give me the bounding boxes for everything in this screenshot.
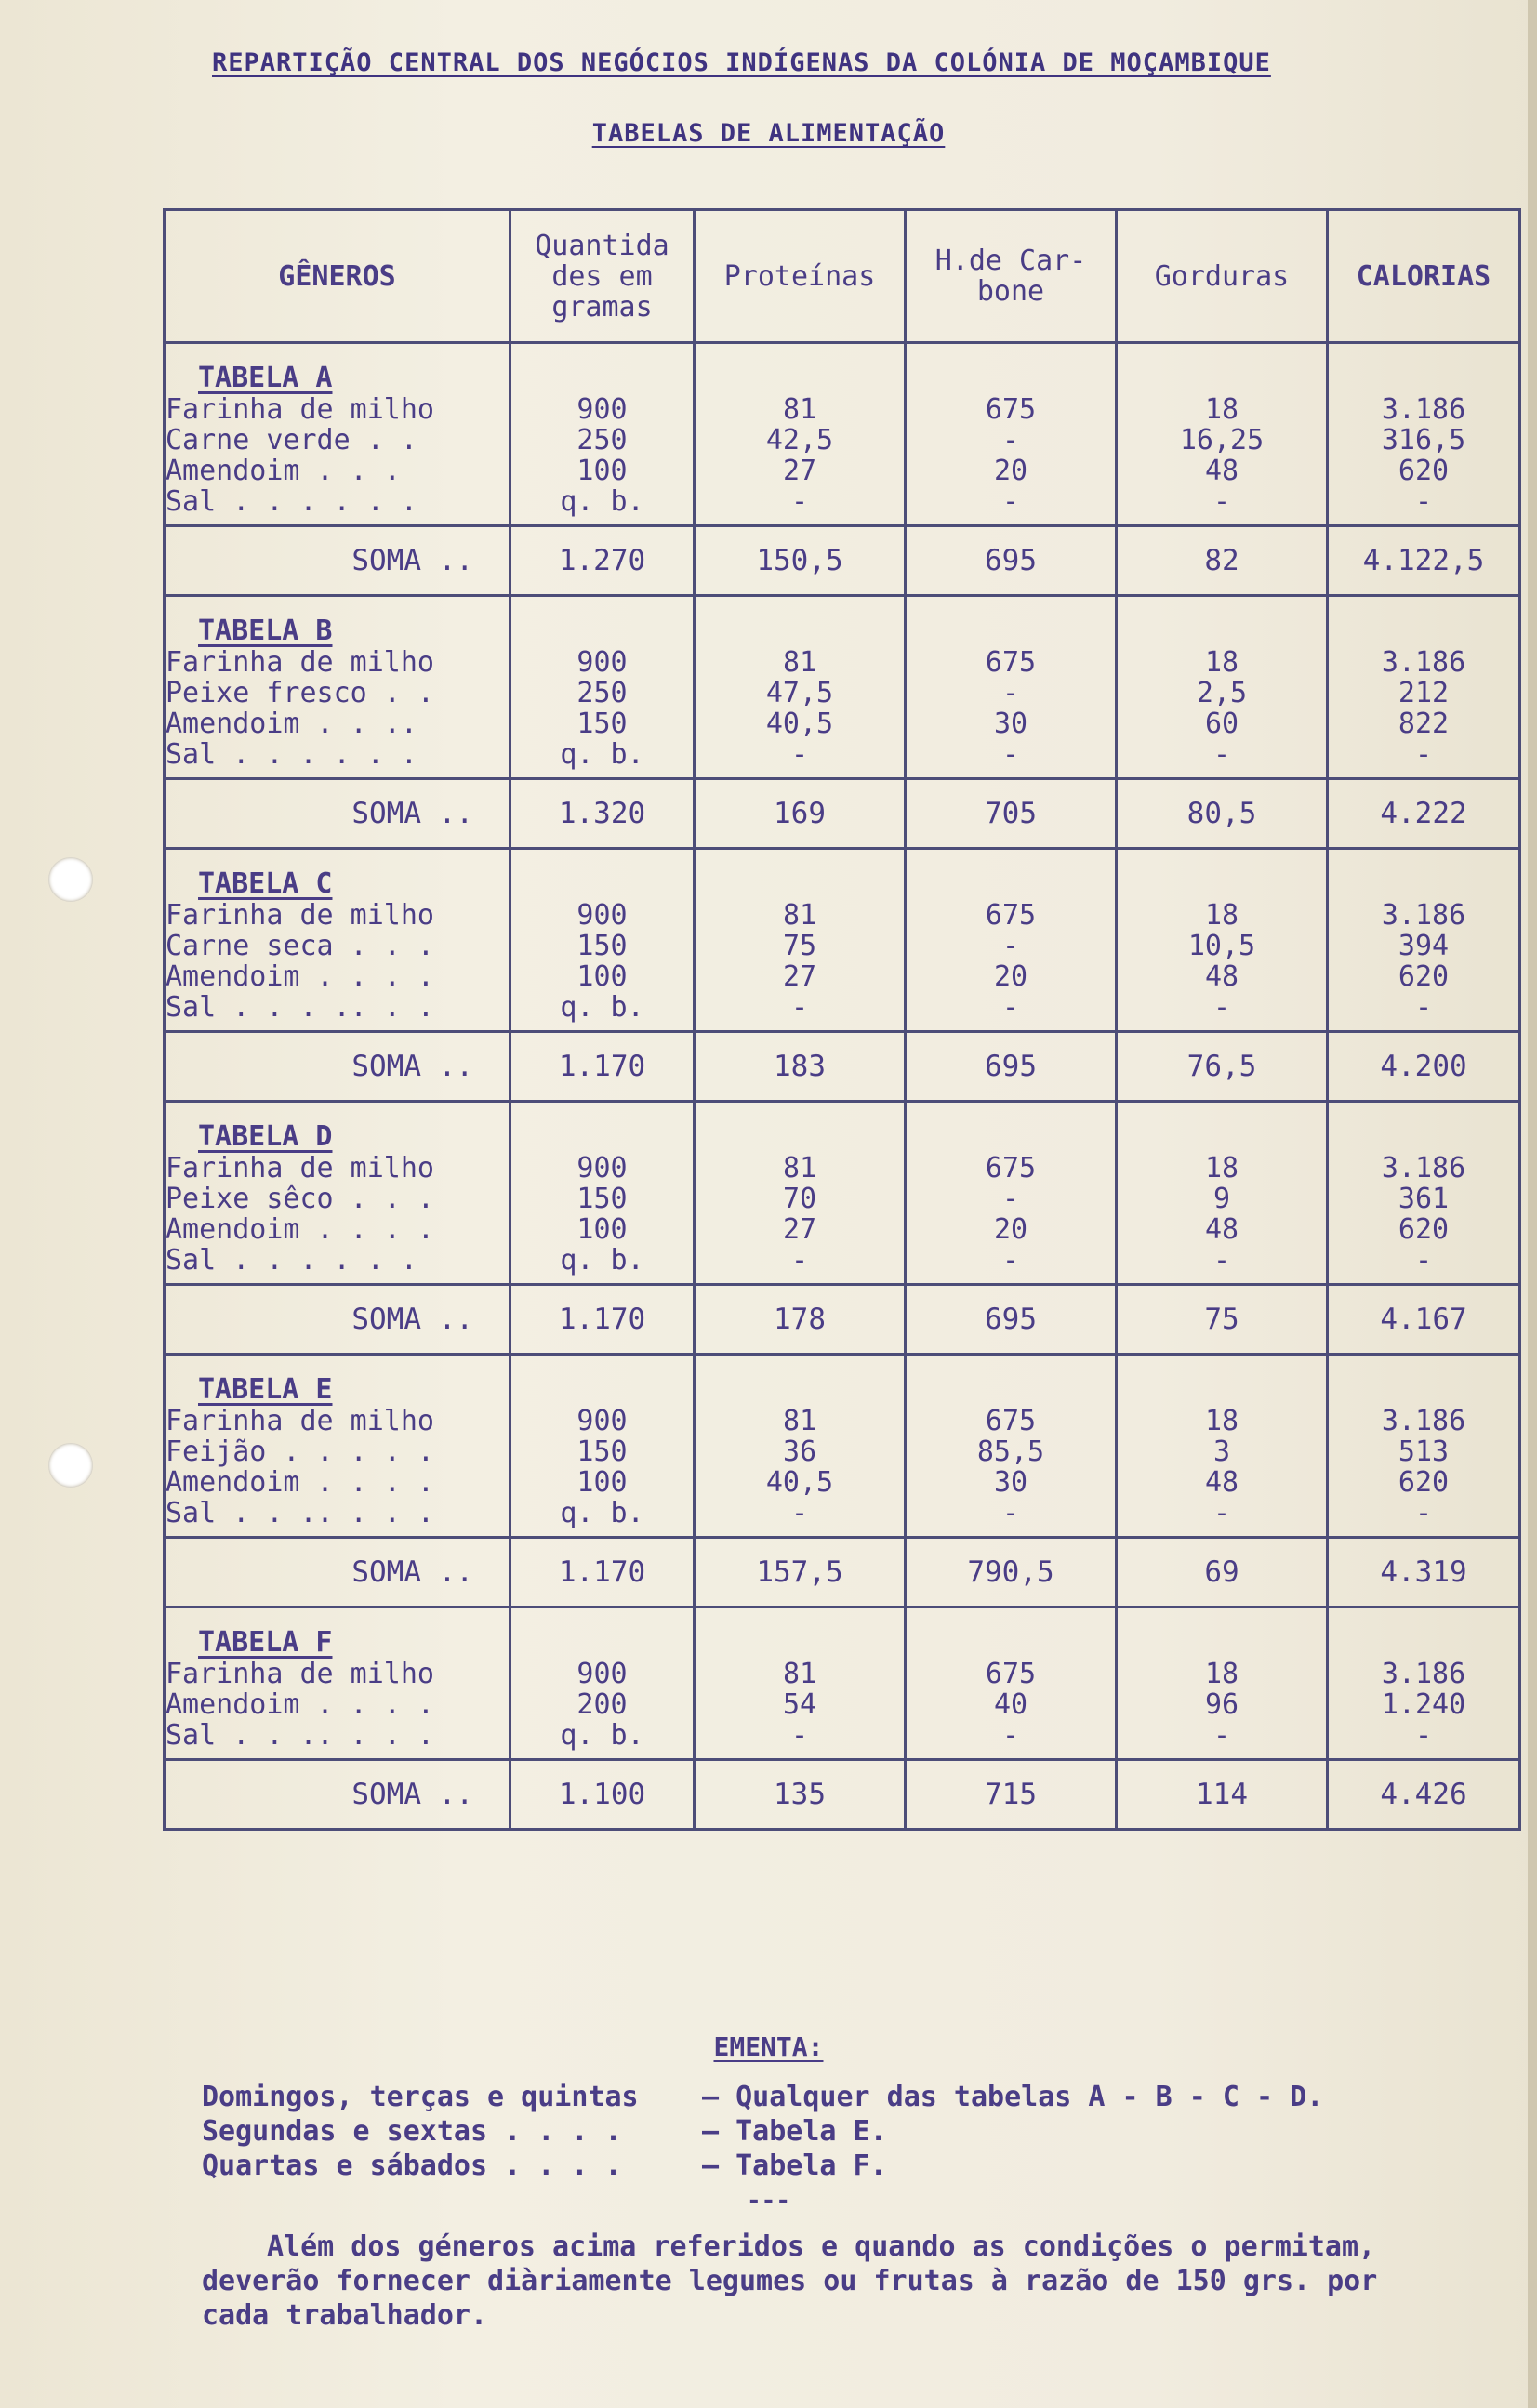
quantidade-value: 900: [576, 1152, 628, 1184]
food-item-name: Sal . . . . . .: [166, 485, 417, 518]
soma-gorduras: 114: [1117, 1760, 1328, 1830]
header-quantidades: Quantida des em gramas: [510, 210, 695, 343]
gorduras-value: 18: [1204, 1658, 1239, 1690]
carbono-value: -: [1001, 1719, 1020, 1752]
quantidade-value: 100: [576, 1466, 628, 1499]
quantidade-value: 150: [576, 930, 628, 962]
proteinas-value: 81: [782, 393, 817, 426]
table-section-items: [165, 1102, 1520, 1285]
quantidade-value: 100: [576, 455, 628, 487]
soma-gorduras: 75: [1117, 1285, 1328, 1355]
calorias-value: 3.186: [1381, 393, 1466, 426]
soma-calorias: 4.222: [1328, 779, 1520, 849]
gorduras-value: 2,5: [1196, 677, 1248, 709]
proteinas-value: -: [790, 738, 809, 771]
proteinas-value: 40,5: [765, 708, 834, 740]
food-item-name: Farinha de milho: [166, 393, 434, 426]
gorduras-value: -: [1212, 485, 1231, 518]
carbono-value: 40: [993, 1688, 1028, 1721]
document-subtitle: TABELAS DE ALIMENTAÇÃO: [591, 119, 946, 148]
gorduras-value: 48: [1204, 1466, 1239, 1499]
proteinas-value: 42,5: [765, 424, 834, 456]
soma-calorias: 4.200: [1328, 1032, 1520, 1102]
proteinas-cell: [695, 1102, 906, 1285]
calorias-value: -: [1414, 991, 1433, 1024]
proteinas-value: 36: [782, 1436, 817, 1468]
quantidade-value: 150: [576, 1183, 628, 1215]
proteinas-value: -: [790, 485, 809, 518]
carbono-value: 675: [985, 646, 1037, 679]
gorduras-value: 18: [1204, 646, 1239, 679]
quantidade-cell: [510, 1102, 695, 1285]
table-section-title: TABELA F: [198, 1626, 333, 1659]
carbono-cell: [906, 1102, 1117, 1285]
food-item-name: Sal . . . . . .: [166, 738, 417, 771]
soma-carbono: 790,5: [906, 1538, 1117, 1608]
gorduras-value: -: [1212, 1244, 1231, 1277]
gorduras-value: 3: [1212, 1436, 1231, 1468]
carbono-cell: [906, 596, 1117, 779]
carbono-value: 675: [985, 1152, 1037, 1184]
calorias-value: 620: [1398, 1213, 1450, 1246]
soma-quantidade: 1.320: [510, 779, 695, 849]
carbono-value: -: [1001, 485, 1020, 518]
soma-carbono: 705: [906, 779, 1117, 849]
gorduras-value: 48: [1204, 455, 1239, 487]
calorias-value: -: [1414, 1719, 1433, 1752]
carbono-value: 675: [985, 1658, 1037, 1690]
gorduras-cell: [1117, 849, 1328, 1032]
soma-carbono: 695: [906, 526, 1117, 596]
soma-row: [165, 526, 1520, 596]
soma-label: SOMA ..: [165, 1760, 510, 1830]
table-section-title: TABELA E: [198, 1373, 333, 1406]
carbono-cell: [906, 1608, 1117, 1760]
carbono-value: -: [1001, 1497, 1020, 1529]
gorduras-value: 48: [1204, 960, 1239, 993]
calorias-value: 394: [1398, 930, 1450, 962]
soma-carbono: 695: [906, 1285, 1117, 1355]
carbono-value: 675: [985, 899, 1037, 932]
food-item-name: Farinha de milho: [166, 646, 434, 679]
soma-quantidade: 1.270: [510, 526, 695, 596]
food-item-name: Farinha de milho: [166, 1152, 434, 1184]
separator: ---: [747, 2187, 790, 2215]
calorias-value: 212: [1398, 677, 1450, 709]
soma-quantidade: 1.170: [510, 1032, 695, 1102]
soma-quantidade: 1.100: [510, 1760, 695, 1830]
generos-cell: [165, 343, 510, 526]
food-item-name: Amendoim . . . .: [166, 1213, 434, 1246]
soma-calorias: 4.319: [1328, 1538, 1520, 1608]
calorias-value: 620: [1398, 455, 1450, 487]
food-item-name: Sal . . .. . . .: [166, 1497, 434, 1529]
ementa-list: [202, 2080, 1323, 2183]
calorias-cell: [1328, 1102, 1520, 1285]
soma-proteinas: 169: [695, 779, 906, 849]
soma-quantidade: 1.170: [510, 1285, 695, 1355]
calorias-cell: [1328, 1608, 1520, 1760]
gorduras-value: 60: [1204, 708, 1239, 740]
food-item-name: Carne seca . . .: [166, 930, 434, 962]
quantidade-cell: [510, 596, 695, 779]
punch-hole-bottom: [48, 1443, 93, 1488]
soma-row: [165, 1760, 1520, 1830]
calorias-value: 316,5: [1381, 424, 1466, 456]
proteinas-value: 40,5: [765, 1466, 834, 1499]
proteinas-value: -: [790, 1244, 809, 1277]
proteinas-value: 54: [782, 1688, 817, 1721]
table-section-items: [165, 1355, 1520, 1538]
gorduras-value: -: [1212, 1719, 1231, 1752]
food-item-name: Peixe sêco . . .: [166, 1183, 434, 1215]
proteinas-value: 81: [782, 1152, 817, 1184]
gorduras-value: -: [1212, 991, 1231, 1024]
calorias-value: -: [1414, 1244, 1433, 1277]
gorduras-value: -: [1212, 1497, 1231, 1529]
header-proteinas: Proteínas: [695, 210, 906, 343]
carbono-value: -: [1001, 424, 1020, 456]
quantidade-value: 900: [576, 1658, 628, 1690]
gorduras-value: 18: [1204, 1405, 1239, 1437]
proteinas-value: -: [790, 1497, 809, 1529]
soma-gorduras: 82: [1117, 526, 1328, 596]
soma-carbono: 715: [906, 1760, 1117, 1830]
calorias-cell: [1328, 849, 1520, 1032]
ementa-title: EMENTA:: [713, 2031, 824, 2062]
gorduras-value: 9: [1212, 1183, 1231, 1215]
soma-gorduras: 69: [1117, 1538, 1328, 1608]
soma-label: SOMA ..: [165, 1285, 510, 1355]
calorias-value: -: [1414, 1497, 1433, 1529]
carbono-value: -: [1001, 930, 1020, 962]
proteinas-value: 81: [782, 646, 817, 679]
table-section-title: TABELA C: [198, 867, 333, 900]
calorias-value: 1.240: [1381, 1688, 1466, 1721]
table-section-title: TABELA A: [198, 362, 333, 394]
header-generos: GÊNEROS: [165, 210, 510, 343]
food-item-name: Sal . . . . . .: [166, 1244, 417, 1277]
carbono-value: 85,5: [976, 1436, 1045, 1468]
soma-quantidade: 1.170: [510, 1538, 695, 1608]
food-item-name: Sal . . . .. . .: [166, 991, 434, 1024]
quantidade-value: q. b.: [560, 991, 644, 1024]
table-body: [165, 343, 1520, 1830]
soma-proteinas: 135: [695, 1760, 906, 1830]
quantidade-value: 100: [576, 960, 628, 993]
carbono-cell: [906, 343, 1117, 526]
food-item-name: Amendoim . . . .: [166, 1466, 434, 1499]
carbono-value: 675: [985, 1405, 1037, 1437]
gorduras-cell: [1117, 343, 1328, 526]
calorias-value: 3.186: [1381, 1658, 1466, 1690]
table-section-items: [165, 1608, 1520, 1760]
generos-cell: [165, 1102, 510, 1285]
soma-row: [165, 1032, 1520, 1102]
gorduras-value: 48: [1204, 1213, 1239, 1246]
calorias-value: 620: [1398, 1466, 1450, 1499]
soma-row: [165, 1538, 1520, 1608]
ementa-row: Segundas e sextas . . . . — Tabela E.: [202, 2115, 887, 2148]
carbono-cell: [906, 849, 1117, 1032]
proteinas-cell: [695, 849, 906, 1032]
food-tables: [163, 208, 1521, 1831]
header-carbono: H.de Car- bone: [906, 210, 1117, 343]
calorias-cell: [1328, 1355, 1520, 1538]
proteinas-value: 75: [782, 930, 817, 962]
calorias-value: 3.186: [1381, 899, 1466, 932]
gorduras-value: 18: [1204, 393, 1239, 426]
generos-cell: [165, 1355, 510, 1538]
soma-proteinas: 150,5: [695, 526, 906, 596]
calorias-value: 822: [1398, 708, 1450, 740]
proteinas-cell: [695, 343, 906, 526]
soma-proteinas: 157,5: [695, 1538, 906, 1608]
soma-proteinas: 183: [695, 1032, 906, 1102]
food-item-name: Amendoim . . . .: [166, 960, 434, 993]
soma-calorias: 4.122,5: [1328, 526, 1520, 596]
proteinas-value: 27: [782, 1213, 817, 1246]
proteinas-cell: [695, 596, 906, 779]
proteinas-value: 27: [782, 455, 817, 487]
carbono-value: 30: [993, 708, 1028, 740]
quantidade-value: q. b.: [560, 738, 644, 771]
gorduras-cell: [1117, 1608, 1328, 1760]
carbono-value: -: [1001, 677, 1020, 709]
calorias-value: 3.186: [1381, 1152, 1466, 1184]
quantidade-value: 150: [576, 708, 628, 740]
food-item-name: Amendoim . . .: [166, 455, 401, 487]
gorduras-value: 18: [1204, 1152, 1239, 1184]
header-row: [165, 210, 1520, 343]
quantidade-value: 900: [576, 646, 628, 679]
soma-carbono: 695: [906, 1032, 1117, 1102]
quantidade-value: 900: [576, 1405, 628, 1437]
food-item-name: Farinha de milho: [166, 1405, 434, 1437]
carbono-value: 675: [985, 393, 1037, 426]
quantidade-value: q. b.: [560, 1244, 644, 1277]
calorias-value: 513: [1398, 1436, 1450, 1468]
carbono-value: 20: [993, 455, 1028, 487]
soma-label: SOMA ..: [165, 779, 510, 849]
quantidade-value: 150: [576, 1436, 628, 1468]
soma-row: [165, 779, 1520, 849]
ementa-row: Quartas e sábados . . . . — Tabela F.: [202, 2150, 887, 2182]
quantidade-value: 900: [576, 899, 628, 932]
proteinas-value: 81: [782, 1405, 817, 1437]
soma-gorduras: 76,5: [1117, 1032, 1328, 1102]
table-section-items: [165, 596, 1520, 779]
soma-gorduras: 80,5: [1117, 779, 1328, 849]
food-item-name: Feijão . . . . .: [166, 1436, 434, 1468]
carbono-value: 20: [993, 960, 1028, 993]
calorias-value: -: [1414, 485, 1433, 518]
gorduras-value: 96: [1204, 1688, 1239, 1721]
calorias-value: -: [1414, 738, 1433, 771]
ementa-row: Domingos, terças e quintas — Qualquer das tabelas A - B - C - D.: [202, 2081, 1324, 2113]
soma-row: [165, 1285, 1520, 1355]
generos-cell: [165, 1608, 510, 1760]
carbono-value: -: [1001, 991, 1020, 1024]
carbono-value: -: [1001, 1244, 1020, 1277]
gorduras-cell: [1117, 1355, 1328, 1538]
header-gorduras: Gorduras: [1117, 210, 1328, 343]
soma-proteinas: 178: [695, 1285, 906, 1355]
food-item-name: Peixe fresco . .: [166, 677, 434, 709]
quantidade-cell: [510, 343, 695, 526]
calorias-cell: [1328, 596, 1520, 779]
soma-label: SOMA ..: [165, 1538, 510, 1608]
punch-hole-top: [48, 857, 93, 902]
soma-calorias: 4.426: [1328, 1760, 1520, 1830]
quantidade-value: 100: [576, 1213, 628, 1246]
table-section-items: [165, 849, 1520, 1032]
proteinas-value: -: [790, 1719, 809, 1752]
quantidade-cell: [510, 1608, 695, 1760]
calorias-value: 361: [1398, 1183, 1450, 1215]
proteinas-value: -: [790, 991, 809, 1024]
gorduras-value: 18: [1204, 899, 1239, 932]
carbono-value: -: [1001, 1183, 1020, 1215]
calorias-value: 3.186: [1381, 1405, 1466, 1437]
food-item-name: Farinha de milho: [166, 1658, 434, 1690]
table-section-title: TABELA D: [198, 1120, 333, 1153]
soma-calorias: 4.167: [1328, 1285, 1520, 1355]
header-calorias: CALORIAS: [1328, 210, 1520, 343]
quantidade-cell: [510, 849, 695, 1032]
quantidade-value: 250: [576, 424, 628, 456]
proteinas-cell: [695, 1355, 906, 1538]
carbono-value: 30: [993, 1466, 1028, 1499]
food-item-name: Amendoim . . ..: [166, 708, 417, 740]
table-section-items: [165, 343, 1520, 526]
food-item-name: Sal . . .. . . .: [166, 1719, 434, 1752]
quantidade-cell: [510, 1355, 695, 1538]
generos-cell: [165, 849, 510, 1032]
carbono-cell: [906, 1355, 1117, 1538]
proteinas-value: 27: [782, 960, 817, 993]
calorias-cell: [1328, 343, 1520, 526]
gorduras-cell: [1117, 596, 1328, 779]
quantidade-value: q. b.: [560, 1497, 644, 1529]
gorduras-cell: [1117, 1102, 1328, 1285]
table-section-title: TABELA B: [198, 615, 333, 647]
proteinas-value: 70: [782, 1183, 817, 1215]
quantidade-value: q. b.: [560, 1719, 644, 1752]
food-item-name: Farinha de milho: [166, 899, 434, 932]
gorduras-value: 10,5: [1187, 930, 1256, 962]
soma-label: SOMA ..: [165, 526, 510, 596]
quantidade-value: q. b.: [560, 485, 644, 518]
quantidade-value: 200: [576, 1688, 628, 1721]
proteinas-value: 47,5: [765, 677, 834, 709]
gorduras-value: 16,25: [1179, 424, 1265, 456]
gorduras-value: -: [1212, 738, 1231, 771]
quantidade-value: 900: [576, 393, 628, 426]
document-title: REPARTIÇÃO CENTRAL DOS NEGÓCIOS INDÍGENAS DA COLÓNIA DE MOÇAMBIQUE: [212, 48, 1271, 77]
calorias-value: 3.186: [1381, 646, 1466, 679]
proteinas-value: 81: [782, 899, 817, 932]
generos-cell: [165, 596, 510, 779]
note-paragraph: Além dos géneros acima referidos e quando as condições o permitam, deverão fornecer diàriamente legumes ou frutas à razão de 150 grs. por cada trabalhador.: [202, 2230, 1378, 2332]
food-item-name: Amendoim . . . .: [166, 1688, 434, 1721]
proteinas-cell: [695, 1608, 906, 1760]
soma-label: SOMA ..: [165, 1032, 510, 1102]
proteinas-value: 81: [782, 1658, 817, 1690]
carbono-value: 20: [993, 1213, 1028, 1246]
food-item-name: Carne verde . .: [166, 424, 417, 456]
carbono-value: -: [1001, 738, 1020, 771]
calorias-value: 620: [1398, 960, 1450, 993]
quantidade-value: 250: [576, 677, 628, 709]
